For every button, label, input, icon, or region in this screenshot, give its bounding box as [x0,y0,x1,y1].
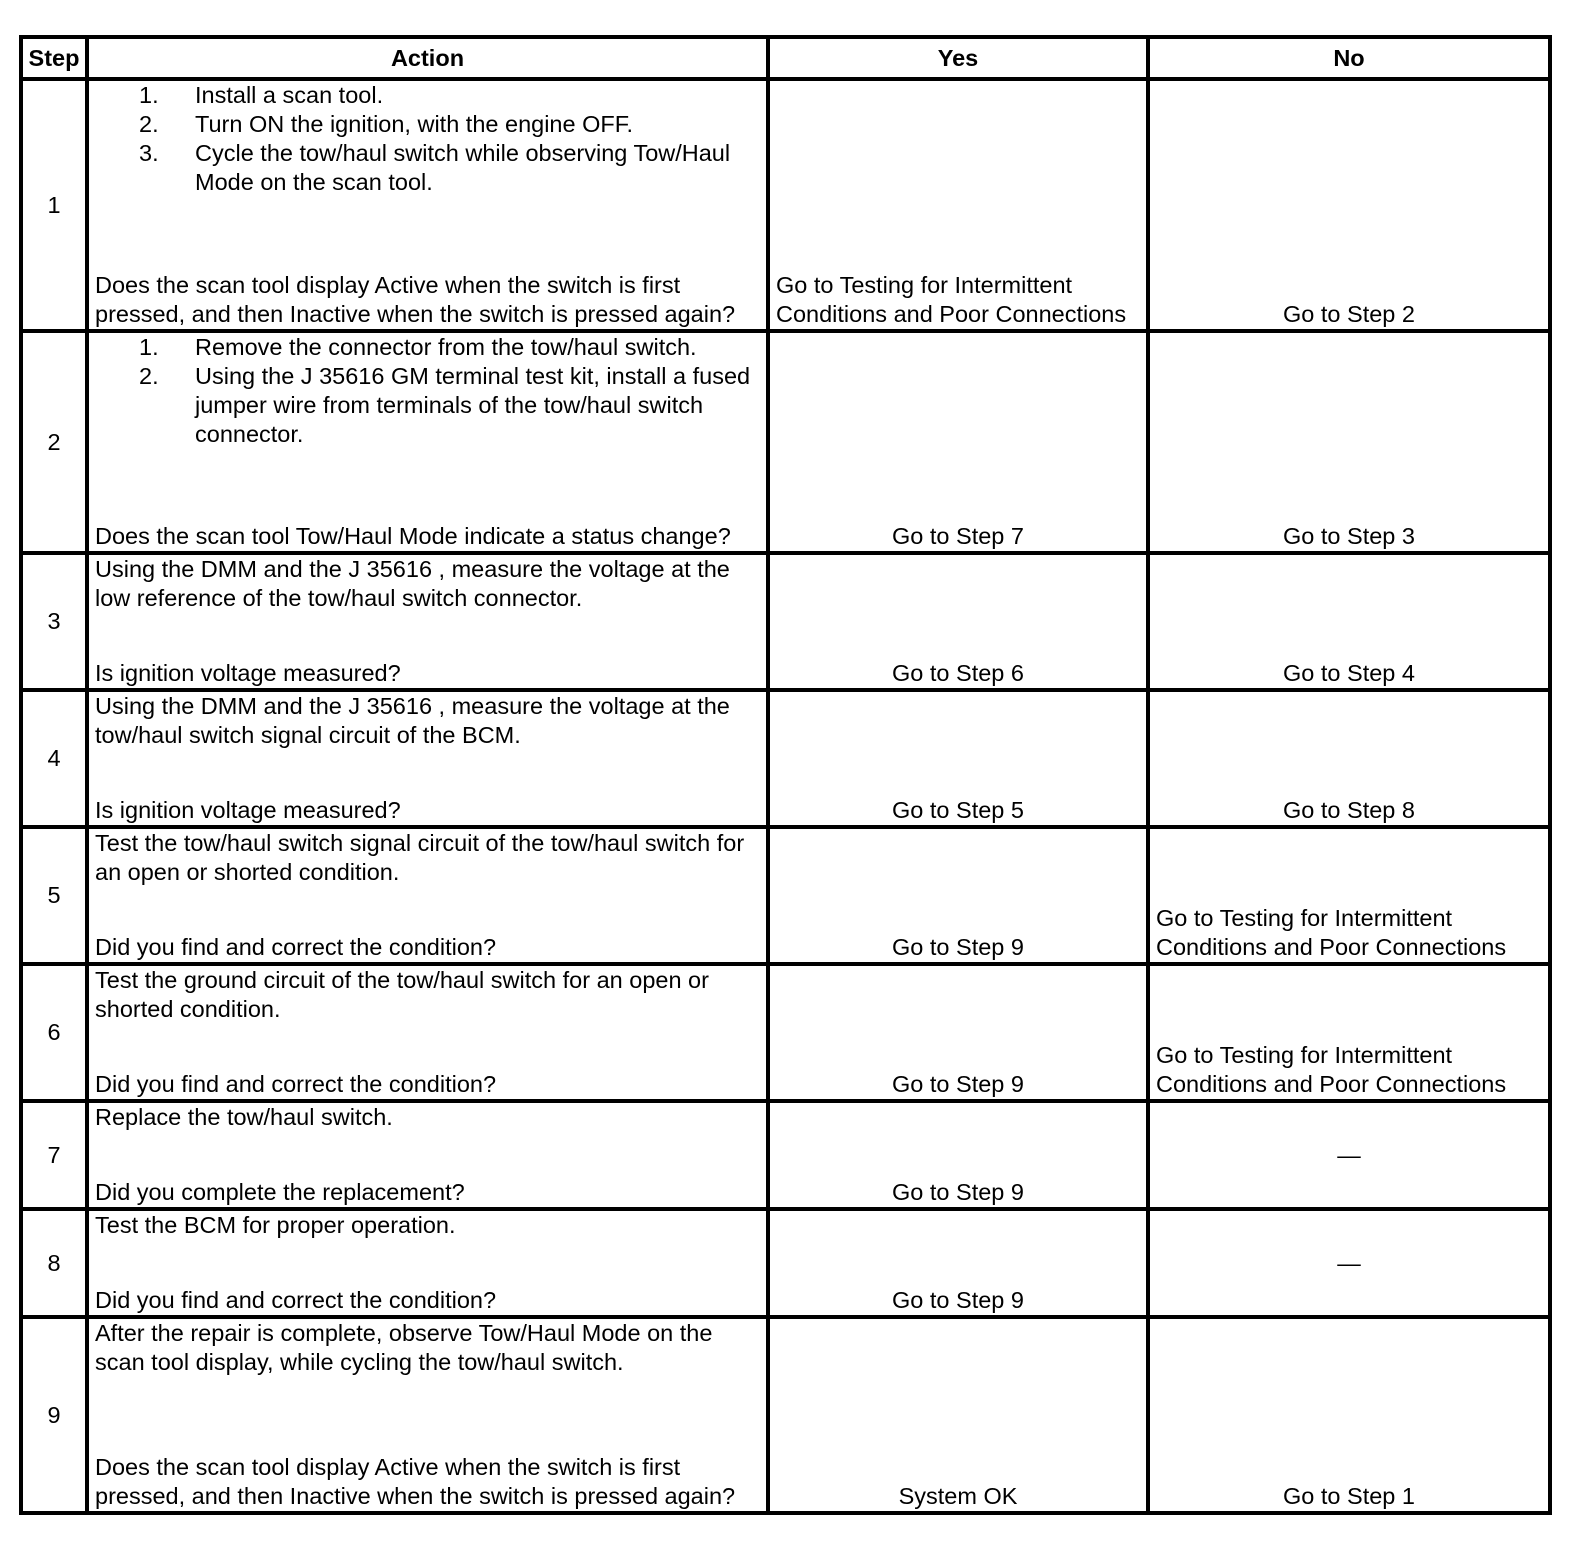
substep-item [139,362,760,449]
substep-item [139,333,760,362]
no-result: Go to Step 2 [1148,79,1550,331]
action-content [95,1319,760,1511]
action-cell [87,1317,768,1513]
action-instructions [95,692,760,750]
no-result: Go to Step 1 [1148,1317,1550,1513]
step-number: 8 [21,1209,87,1317]
substep-number: 3. [139,140,159,166]
action-cell [87,553,768,690]
action-question: Does the scan tool Tow/Haul Mode indicate a status change? [95,523,731,549]
action-content [95,829,760,962]
substep-text: Turn ON the ignition, with the engine OFF. [195,111,634,137]
action-content [95,692,760,825]
substep-number: 1. [139,82,159,108]
substep-number: 2. [139,363,159,389]
no-result: — [1148,1101,1550,1209]
action-instructions [95,1319,760,1377]
table-row [21,690,1550,827]
step-number: 2 [21,331,87,553]
action-instruction: Using the DMM and the J 35616 , measure the voltage at the tow/haul switch signal circuit of the BCM. [95,693,730,748]
diagnostic-table [19,35,1552,1515]
yes-result: Go to Step 7 [768,331,1148,553]
action-question: Does the scan tool display Active when the switch is first pressed, and then Inactive when the switch is pressed again? [95,1454,736,1509]
substep-item [139,81,760,110]
action-content [95,1103,760,1207]
yes-result: Go to Step 6 [768,553,1148,690]
action-cell [87,1101,768,1209]
substep-text: Install a scan tool. [195,82,384,108]
no-result: Go to Testing for Intermittent Conditions and Poor Connections [1148,964,1550,1101]
action-question: Did you find and correct the condition? [95,934,497,960]
action-instruction: Test the ground circuit of the tow/haul switch for an open or shorted condition. [95,967,709,1022]
action-cell [87,331,768,553]
action-content [95,1211,760,1315]
no-result: Go to Testing for Intermittent Conditions and Poor Connections [1148,827,1550,964]
header-step: Step [21,37,87,79]
table-row [21,1317,1550,1513]
table-body [21,79,1550,1513]
action-cell [87,1209,768,1317]
action-instructions [95,829,760,887]
yes-result: Go to Step 9 [768,1209,1148,1317]
step-number: 5 [21,827,87,964]
substep-number: 2. [139,111,159,137]
yes-result: Go to Testing for Intermittent Conditions and Poor Connections [768,79,1148,331]
table-row [21,79,1550,331]
step-number: 7 [21,1101,87,1209]
yes-result: Go to Step 9 [768,1101,1148,1209]
table-row [21,1101,1550,1209]
yes-result: Go to Step 9 [768,827,1148,964]
action-question: Did you find and correct the condition? [95,1287,497,1313]
table-row [21,331,1550,553]
header-row [21,37,1550,79]
step-number: 9 [21,1317,87,1513]
substep-list [95,333,760,449]
yes-result: Go to Step 9 [768,964,1148,1101]
step-number: 6 [21,964,87,1101]
step-number: 3 [21,553,87,690]
action-content [95,555,760,688]
substep-item [139,110,760,139]
action-instruction: Test the BCM for proper operation. [95,1212,456,1238]
action-instructions [95,966,760,1024]
action-question: Does the scan tool display Active when the switch is first pressed, and then Inactive when the switch is pressed again? [95,272,736,327]
header-yes: Yes [768,37,1148,79]
substep-text: Cycle the tow/haul switch while observing Tow/Haul Mode on the scan tool. [195,140,731,195]
action-instructions [95,1103,760,1132]
action-question: Did you complete the replacement? [95,1179,465,1205]
action-instruction: Replace the tow/haul switch. [95,1104,393,1130]
substep-text: Using the J 35616 GM terminal test kit, install a fused jumper wire from terminals of the tow/haul switch connector. [195,363,751,447]
action-cell [87,690,768,827]
substep-list [95,81,760,197]
no-result: — [1148,1209,1550,1317]
action-instructions [95,333,760,449]
header-no: No [1148,37,1550,79]
action-content [95,81,760,329]
action-instructions [95,555,760,613]
table-row [21,1209,1550,1317]
action-instructions [95,1211,760,1240]
action-cell [87,79,768,331]
header-action: Action [87,37,768,79]
substep-item [139,139,760,197]
table-row [21,964,1550,1101]
action-cell [87,827,768,964]
action-instruction: After the repair is complete, observe Tow/Haul Mode on the scan tool display, while cycling the tow/haul switch. [95,1320,713,1375]
table-row [21,827,1550,964]
action-instruction: Test the tow/haul switch signal circuit of the tow/haul switch for an open or shorted condition. [95,830,745,885]
no-result: Go to Step 4 [1148,553,1550,690]
action-question: Did you find and correct the condition? [95,1071,497,1097]
action-question: Is ignition voltage measured? [95,660,401,686]
step-number: 1 [21,79,87,331]
action-content [95,333,760,551]
action-content [95,966,760,1099]
table-row [21,553,1550,690]
no-result: Go to Step 8 [1148,690,1550,827]
action-cell [87,964,768,1101]
action-instruction: Using the DMM and the J 35616 , measure the voltage at the low reference of the tow/haul switch connector. [95,556,730,611]
step-number: 4 [21,690,87,827]
substep-text: Remove the connector from the tow/haul switch. [195,334,697,360]
yes-result: Go to Step 5 [768,690,1148,827]
no-result: Go to Step 3 [1148,331,1550,553]
action-question: Is ignition voltage measured? [95,797,401,823]
yes-result: System OK [768,1317,1148,1513]
action-instructions [95,81,760,197]
substep-number: 1. [139,334,159,360]
